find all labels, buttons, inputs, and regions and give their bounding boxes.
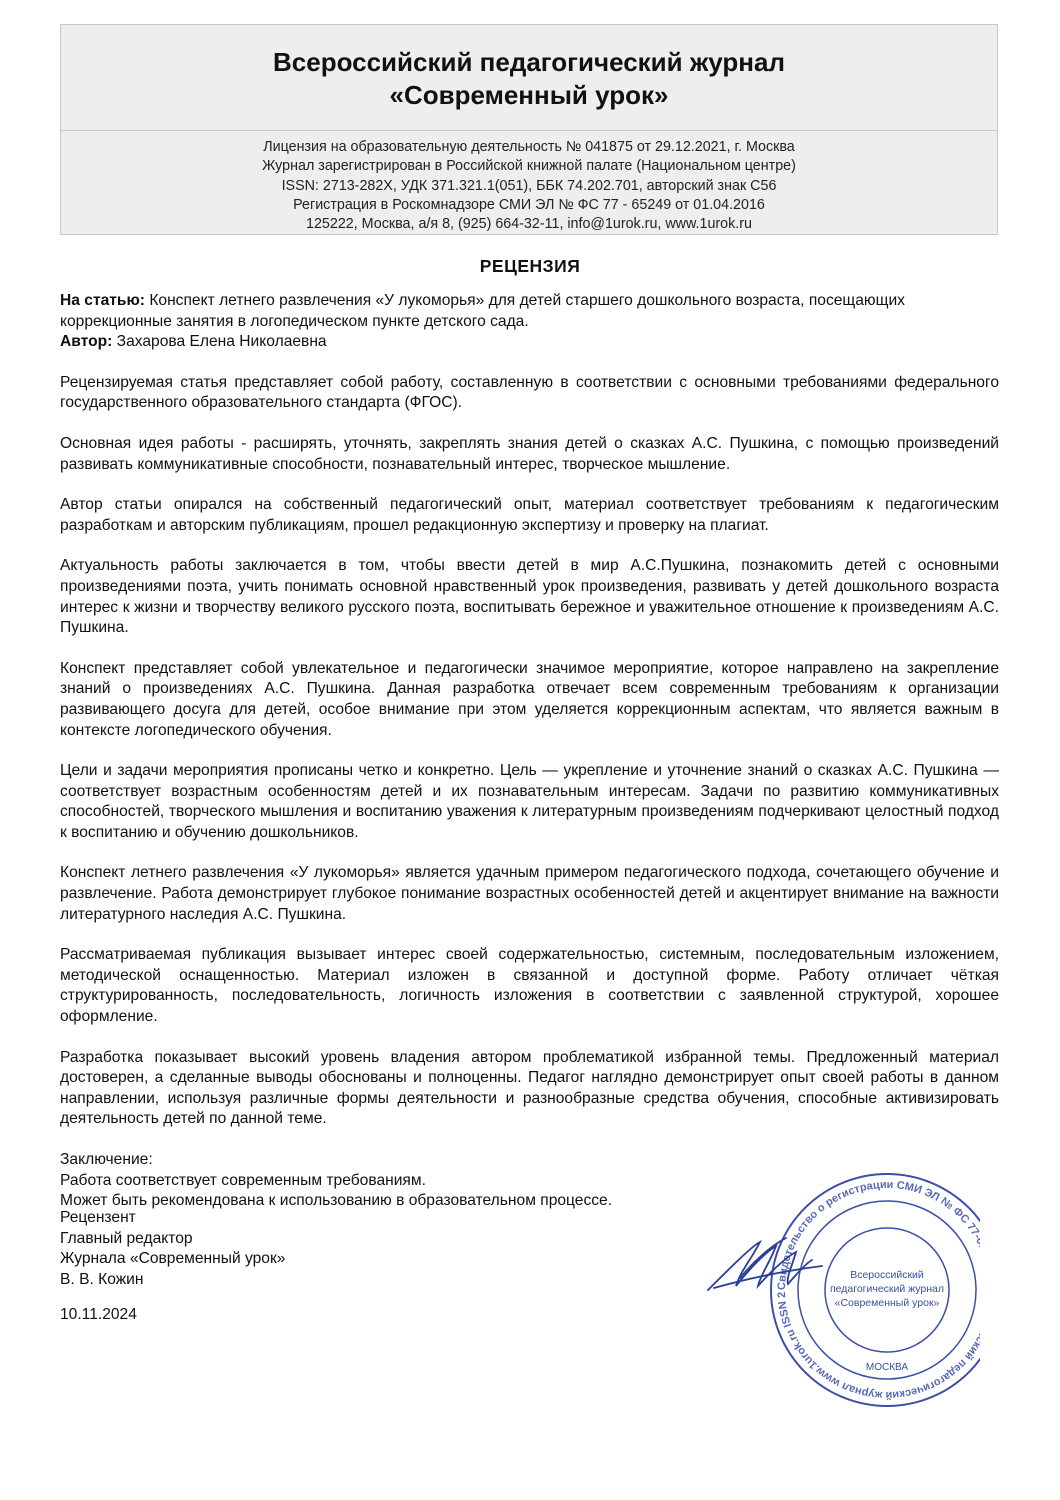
reviewer-role: Рецензент [60,1209,136,1226]
seal-center [830,1269,944,1309]
seal-ring-textpath: Свидетельство о регистрации СМИ ЭЛ № ФС 77 ий педагогический журнал www.1urok.ru ISSN 2 [775,1178,980,1402]
review-paragraph: Цели и задачи мероприятия прописаны четко и конкретно. Цель — укрепление и уточнение знаний о сказках А.С. Пушкина — соответствует возрастным особенностям детей и их познавательным интересам. Задачи по развитию коммуникативных способностей, творческого мышления и воспитанию уважения к литературным произведениям подчеркивают целостный подход к воспитанию и обучению дошкольников. [60,762,999,841]
review-paragraph: Актуальность работы заключается в том, чтобы ввести детей в мир А.С.Пушкина, познакомить детей с основными произведениями поэта, учить понимать основной нравственный урок произведения, развивать у детей дошкольного возраста интерес к жизни и творчеству великого русского поэта, воспитывать бережное и уважительное отношение к произведениям А.С. Пушкина. [60,557,999,637]
article-line [60,291,999,332]
conclusion-heading: Заключение: [60,1151,153,1168]
review-paragraph: Разработка показывает высокий уровень владения автором проблематикой избранной темы. Предложенный материал достоверен, а сделанные выводы обоснованы и полноценны. Педагог наглядно демонстрирует опыт своей работы в данном направлении, используя различные формы деятельности и разнообразные средства обучения, способные активизировать деятельность детей по данной теме. [60,1048,999,1128]
registry-line: Журнал зарегистрирован в Российской книжной палате (Национальном центре) [262,158,796,175]
seal-city: МОСКВА [865,1362,909,1373]
seal-center-line2: педагогический журнал [829,1283,945,1295]
author-name: Захарова Елена Николаевна [112,333,327,351]
seal-svg [700,1172,980,1412]
author-label: Автор: [60,333,113,351]
conclusion-line: Работа соответствует современным требованиям. [60,1171,426,1189]
journal-registration-info [61,131,997,234]
issn-line: ISSN: 2713-282X, УДК 371.321.1(051), ББК 74.202.701, авторский знак С56 [281,177,777,194]
roskomnadzor-line: Регистрация в Роскомнадзоре СМИ ЭЛ № ФС 77 - 65249 от 01.04.2016 [293,196,765,213]
article-title: Конспект летнего развлечения «У лукоморья» для детей старшего дошкольного возраста, посещающих коррекционные занятия в логопедическом пункте детского сада. [60,292,905,330]
seal-center-line3: «Современный урок» [834,1297,940,1309]
document-title: РЕЦЕНЗИЯ [479,256,581,276]
journal-header [60,24,998,235]
reviewer-organization: Журнала «Современный урок» [60,1250,286,1268]
review-paragraph: Рассматриваемая публикация вызывает интерес своей содержательностью, системным, последовательным изложением, методической оснащенностью. Материал изложен в связанной и доступной форме. Работу отличает чёткая структурированность, последовательность, логичность изложения в соответствии с заявленной структурой, хорошее оформление. [60,946,999,1026]
review-paragraph: Автор статьи опирался на собственный педагогический опыт, материал соответствует требованиям к педагогическим разработкам и авторским публикациям, прошел редакционную экспертизу и проверку на плагиат. [60,496,999,534]
review-paragraph: Конспект летнего развлечения «У лукоморья» является удачным примером педагогического подхода, сочетающего обучение и развлечение. Работа демонстрирует глубокое понимание возрастных особенностей детей и акцентирует внимание на важности литературного наследия А.С. Пушкина. [60,864,999,923]
journal-title-line1: Всероссийский педагогический журнал [273,47,785,77]
review-paragraph: Основная идея работы - расширять, уточнять, закреплять знания детей о сказках А.С. Пушкина, с помощью произведений развивать коммуникативные способности, познавательный интерес, творческое мышление. [60,434,999,473]
article-label: На статью: [60,292,145,309]
reviewer-position: Главный редактор [60,1229,193,1247]
contacts-line: 125222, Москва, а/я 8, (925) 664-32-11, info@1urok.ru, www.1urok.ru [306,216,752,233]
license-line: Лицензия на образовательную деятельность № 041875 от 29.12.2021, г. Москва [263,139,795,155]
conclusion-line: Может быть рекомендована к использованию в образовательном процессе. [60,1192,613,1210]
review-paragraph: Конспект представляет собой увлекательное и педагогически значимое мероприятие, которое направлено на закрепление знаний о произведениях А.С. Пушкина. Данная разработка отвечает всем современным требованиям к организации развивающего досуга для детей, особое внимание при этом уделяется коррекционным аспектам, что является важным в контексте логопедического обучения. [60,659,999,739]
journal-title [61,25,997,131]
reviewer-name: В. В. Кожин [60,1270,144,1288]
reviewer-signature-block [60,1208,285,1290]
review-date: 10.11.2024 [60,1306,137,1323]
journal-title-line2: «Современный урок» [389,80,669,110]
author-line [60,332,999,353]
seal-center-line1: Всероссийский [850,1269,924,1281]
review-paragraph: Рецензируемая статья представляет собой работу, составленную в соответствии с основными требованиями федерального государственного образовательного стандарта (ФГОС). [60,373,999,412]
journal-seal [700,1172,980,1412]
review-body [60,291,999,1212]
signature-scribble [708,1238,822,1290]
